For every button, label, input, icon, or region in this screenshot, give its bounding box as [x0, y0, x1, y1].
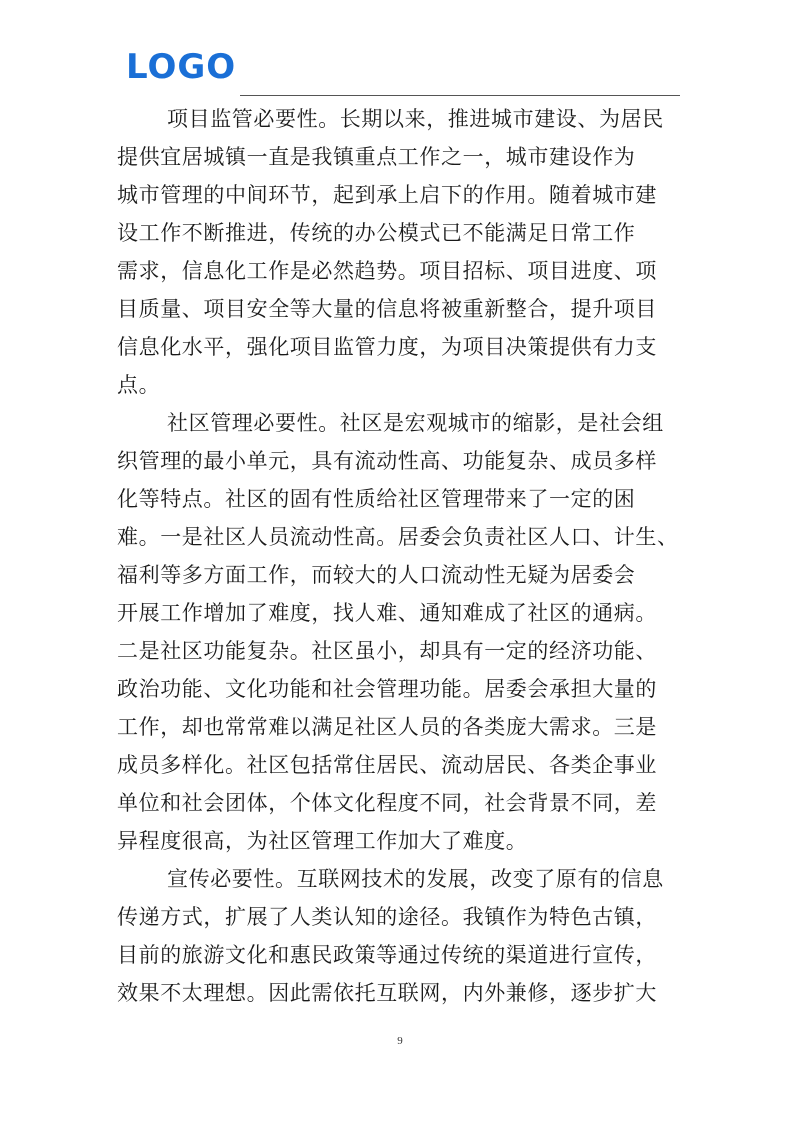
- paragraph-line: 设工作不断推进，传统的办公模式已不能满足日常工作: [117, 221, 636, 245]
- paragraph-line: 项目监管必要性。长期以来，推进城市建设、为居民: [167, 107, 664, 131]
- paragraph-line: 政治功能、文化功能和社会管理功能。居委会承担大量的: [117, 677, 657, 701]
- paragraph-line: 需求，信息化工作是必然趋势。项目招标、项目进度、项: [117, 259, 657, 283]
- paragraph-line: 工作，却也常常难以满足社区人员的各类庞大需求。三是: [117, 715, 657, 739]
- paragraph-line: 异程度很高，为社区管理工作加大了难度。: [117, 829, 528, 853]
- paragraph-line: 化等特点。社区的固有性质给社区管理带来了一定的困: [117, 487, 636, 511]
- paragraph-line: 单位和社会团体，个体文化程度不同，社会背景不同，差: [117, 791, 657, 815]
- paragraph-line: 福利等多方面工作，而较大的人口流动性无疑为居委会: [117, 563, 636, 587]
- paragraph-line: 目前的旅游文化和惠民政策等通过传统的渠道进行宣传，: [117, 943, 657, 967]
- paragraph-line: 开展工作增加了难度，找人难、通知难成了社区的通病。: [117, 601, 657, 625]
- paragraph-line: 目质量、项目安全等大量的信息将被重新整合，提升项目: [117, 297, 657, 321]
- paragraph-line: 传递方式，扩展了人类认知的途径。我镇作为特色古镇，: [117, 905, 657, 929]
- paragraph-line: 难。一是社区人员流动性高。居委会负责社区人口、计生、: [117, 525, 679, 549]
- paragraph-line: 社区管理必要性。社区是宏观城市的缩影，是社会组: [167, 411, 664, 435]
- logo: LOGO: [126, 47, 237, 87]
- paragraph-line: 信息化水平，强化项目监管力度，为项目决策提供有力支: [117, 335, 657, 359]
- paragraph-line: 点。: [117, 373, 161, 397]
- paragraph-line: 成员多样化。社区包括常住居民、流动居民、各类企事业: [117, 753, 657, 777]
- paragraph-line: 织管理的最小单元，具有流动性高、功能复杂、成员多样: [117, 449, 657, 473]
- page-number: 9: [397, 1035, 403, 1047]
- paragraph-line: 效果不太理想。因此需依托互联网，内外兼修，逐步扩大: [117, 981, 657, 1005]
- document-body: [117, 100, 687, 1012]
- paragraph-line: 提供宜居城镇一直是我镇重点工作之一，城市建设作为: [117, 145, 636, 169]
- paragraph-line: 城市管理的中间环节，起到承上启下的作用。随着城市建: [117, 183, 657, 207]
- header-rule: [240, 95, 680, 96]
- paragraph-line: 宣传必要性。互联网技术的发展，改变了原有的信息: [167, 867, 664, 891]
- paragraph-line: 二是社区功能复杂。社区虽小，却具有一定的经济功能、: [117, 639, 657, 663]
